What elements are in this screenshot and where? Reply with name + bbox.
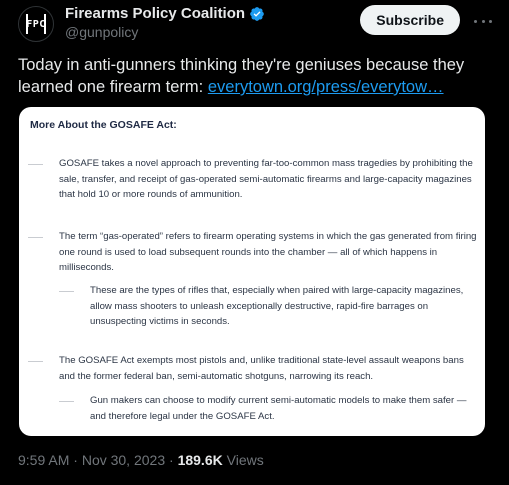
views-label: Views — [222, 452, 264, 468]
more-dot — [489, 20, 492, 23]
subscribe-button[interactable]: Subscribe — [360, 5, 460, 35]
verified-badge-icon — [249, 6, 265, 22]
avatar-frame — [26, 14, 46, 34]
more-options-icon[interactable] — [474, 12, 492, 30]
tweet-date[interactable]: Nov 30, 2023 — [81, 452, 166, 468]
meta-separator: · — [165, 452, 178, 468]
display-name-row — [65, 5, 265, 22]
card-paragraph: GOSAFE takes a novel approach to preventing far-too-common mass tragedies by prohibiting the sale, transfer, and receipt of gas-operated semi-automatic firearms and large-capacity magazines that hold 10 or more rounds of ammunition. — [59, 158, 473, 200]
bullet-dash — [28, 237, 43, 238]
more-dot — [482, 20, 485, 23]
bullet-dash — [59, 401, 74, 402]
display-name[interactable]: Firearms Policy Coalition — [65, 5, 246, 22]
tweet-meta — [18, 452, 264, 468]
tweet-header — [18, 4, 498, 48]
card-title: More About the GOSAFE Act: — [30, 119, 177, 131]
tweet-text — [18, 54, 490, 98]
avatar[interactable] — [18, 6, 54, 42]
attached-image-card[interactable] — [19, 107, 485, 436]
author-block — [65, 5, 265, 40]
tweet-time[interactable]: 9:59 AM — [18, 452, 70, 468]
card-paragraph-nested: These are the types of rifles that, especially when paired with large-capacity magazines, allow mass shooters to unleash exceptionally destructive, rapid-fire barrages on unsuspecting victims in seconds. — [90, 285, 464, 327]
tweet-body: Today in anti-gunners thinking they're geniuses because they learned one firearm term: — [18, 56, 465, 96]
card-paragraph: The GOSAFE Act exempts most pistols and, unlike traditional state-level assault weapons bans and the former federal ban, semi-automatic shotguns, narrowing its reach. — [59, 355, 464, 382]
views-count: 189.6K — [177, 452, 223, 468]
meta-separator: · — [69, 452, 82, 468]
author-handle[interactable]: @gunpolicy — [65, 24, 139, 40]
bullet-dash — [28, 164, 43, 165]
more-dot — [474, 20, 477, 23]
bullet-dash — [28, 361, 43, 362]
tweet-link[interactable]: everytown.org/press/everytow… — [207, 78, 444, 96]
card-paragraph: The term “gas-operated” refers to firearm operating systems in which the gas generated from firing one round is used to load subsequent rounds into the chamber — all of which happens in milliseconds. — [59, 231, 477, 273]
card-paragraph-nested: Gun makers can choose to modify current semi-automatic models to make them safer — and therefore legal under the GOSAFE Act. — [90, 395, 467, 422]
avatar-logo-text: FPC — [26, 18, 46, 30]
bullet-dash — [59, 291, 74, 292]
